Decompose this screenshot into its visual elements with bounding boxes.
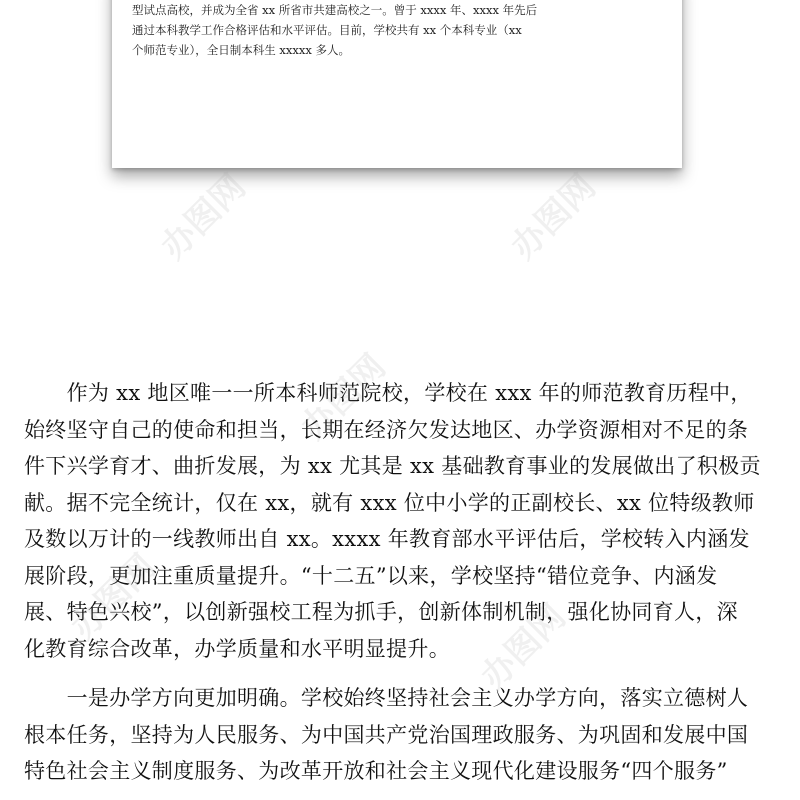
text-line: 及数以万计的一线教师出自 xx。xxxx 年教育部水平评估后，学校转入内涵发 [24, 527, 750, 551]
text-line: 献。据不完全统计，仅在 xx，就有 xxx 位中小学的正副校长、xx 位特级教师 [24, 490, 755, 515]
card-line: 个师范专业），全日制本科生 xxxxx 多人。 [132, 43, 350, 57]
text-line: 展、特色兴校”，以创新强校工程为抓手，创新体制机制，强化协同育人，深 [24, 600, 738, 624]
text-line: 特色社会主义制度服务、为改革开放和社会主义现代化建设服务“四个服务” [24, 759, 728, 783]
text-line: 始终坚守自己的使命和担当，长期在经济欠发达地区、办学资源相对不足的条 [24, 417, 749, 442]
text-line: 一是办学方向更加明确。学校始终坚持社会主义办学方向，落实立德树人 [24, 686, 749, 710]
text-line: 根本任务，坚持为人民服务、为中国共产党治国理政服务、为巩固和发展中国 [24, 722, 749, 747]
watermark: 办图网 [473, 596, 574, 698]
watermark: 办图网 [63, 546, 164, 648]
watermark: 办图网 [293, 346, 394, 448]
card-line: 型试点高校，并成为全省 xx 所省市共建高校之一。曾于 xxxx 年、xxxx 年先后 [132, 3, 538, 17]
text-line: 展阶段，更加注重质量提升。“十二五”以来，学校坚持“错位竞争、内涵发 [24, 563, 718, 588]
card-line: 通过本科教学工作合格评估和水平评估。目前，学校共有 xx 个本科专业（xx [132, 23, 522, 37]
paragraph-intro [24, 375, 776, 667]
watermark: 办图网 [503, 166, 604, 268]
document-body [24, 375, 776, 790]
document-preview-card [112, 0, 682, 168]
text-line: 作为 xx 地区唯一一所本科师范院校，学校在 xxx 年的师范教育历程中， [24, 381, 752, 405]
text-line: 化教育综合改革，办学质量和水平明显提升。 [24, 636, 450, 661]
watermark: 办图网 [153, 166, 254, 268]
card-text [132, 0, 652, 60]
paragraph-direction [24, 680, 776, 790]
text-line: 件下兴学育才、曲折发展，为 xx 尤其是 xx 基础教育事业的发展做出了积极贡 [24, 454, 761, 478]
